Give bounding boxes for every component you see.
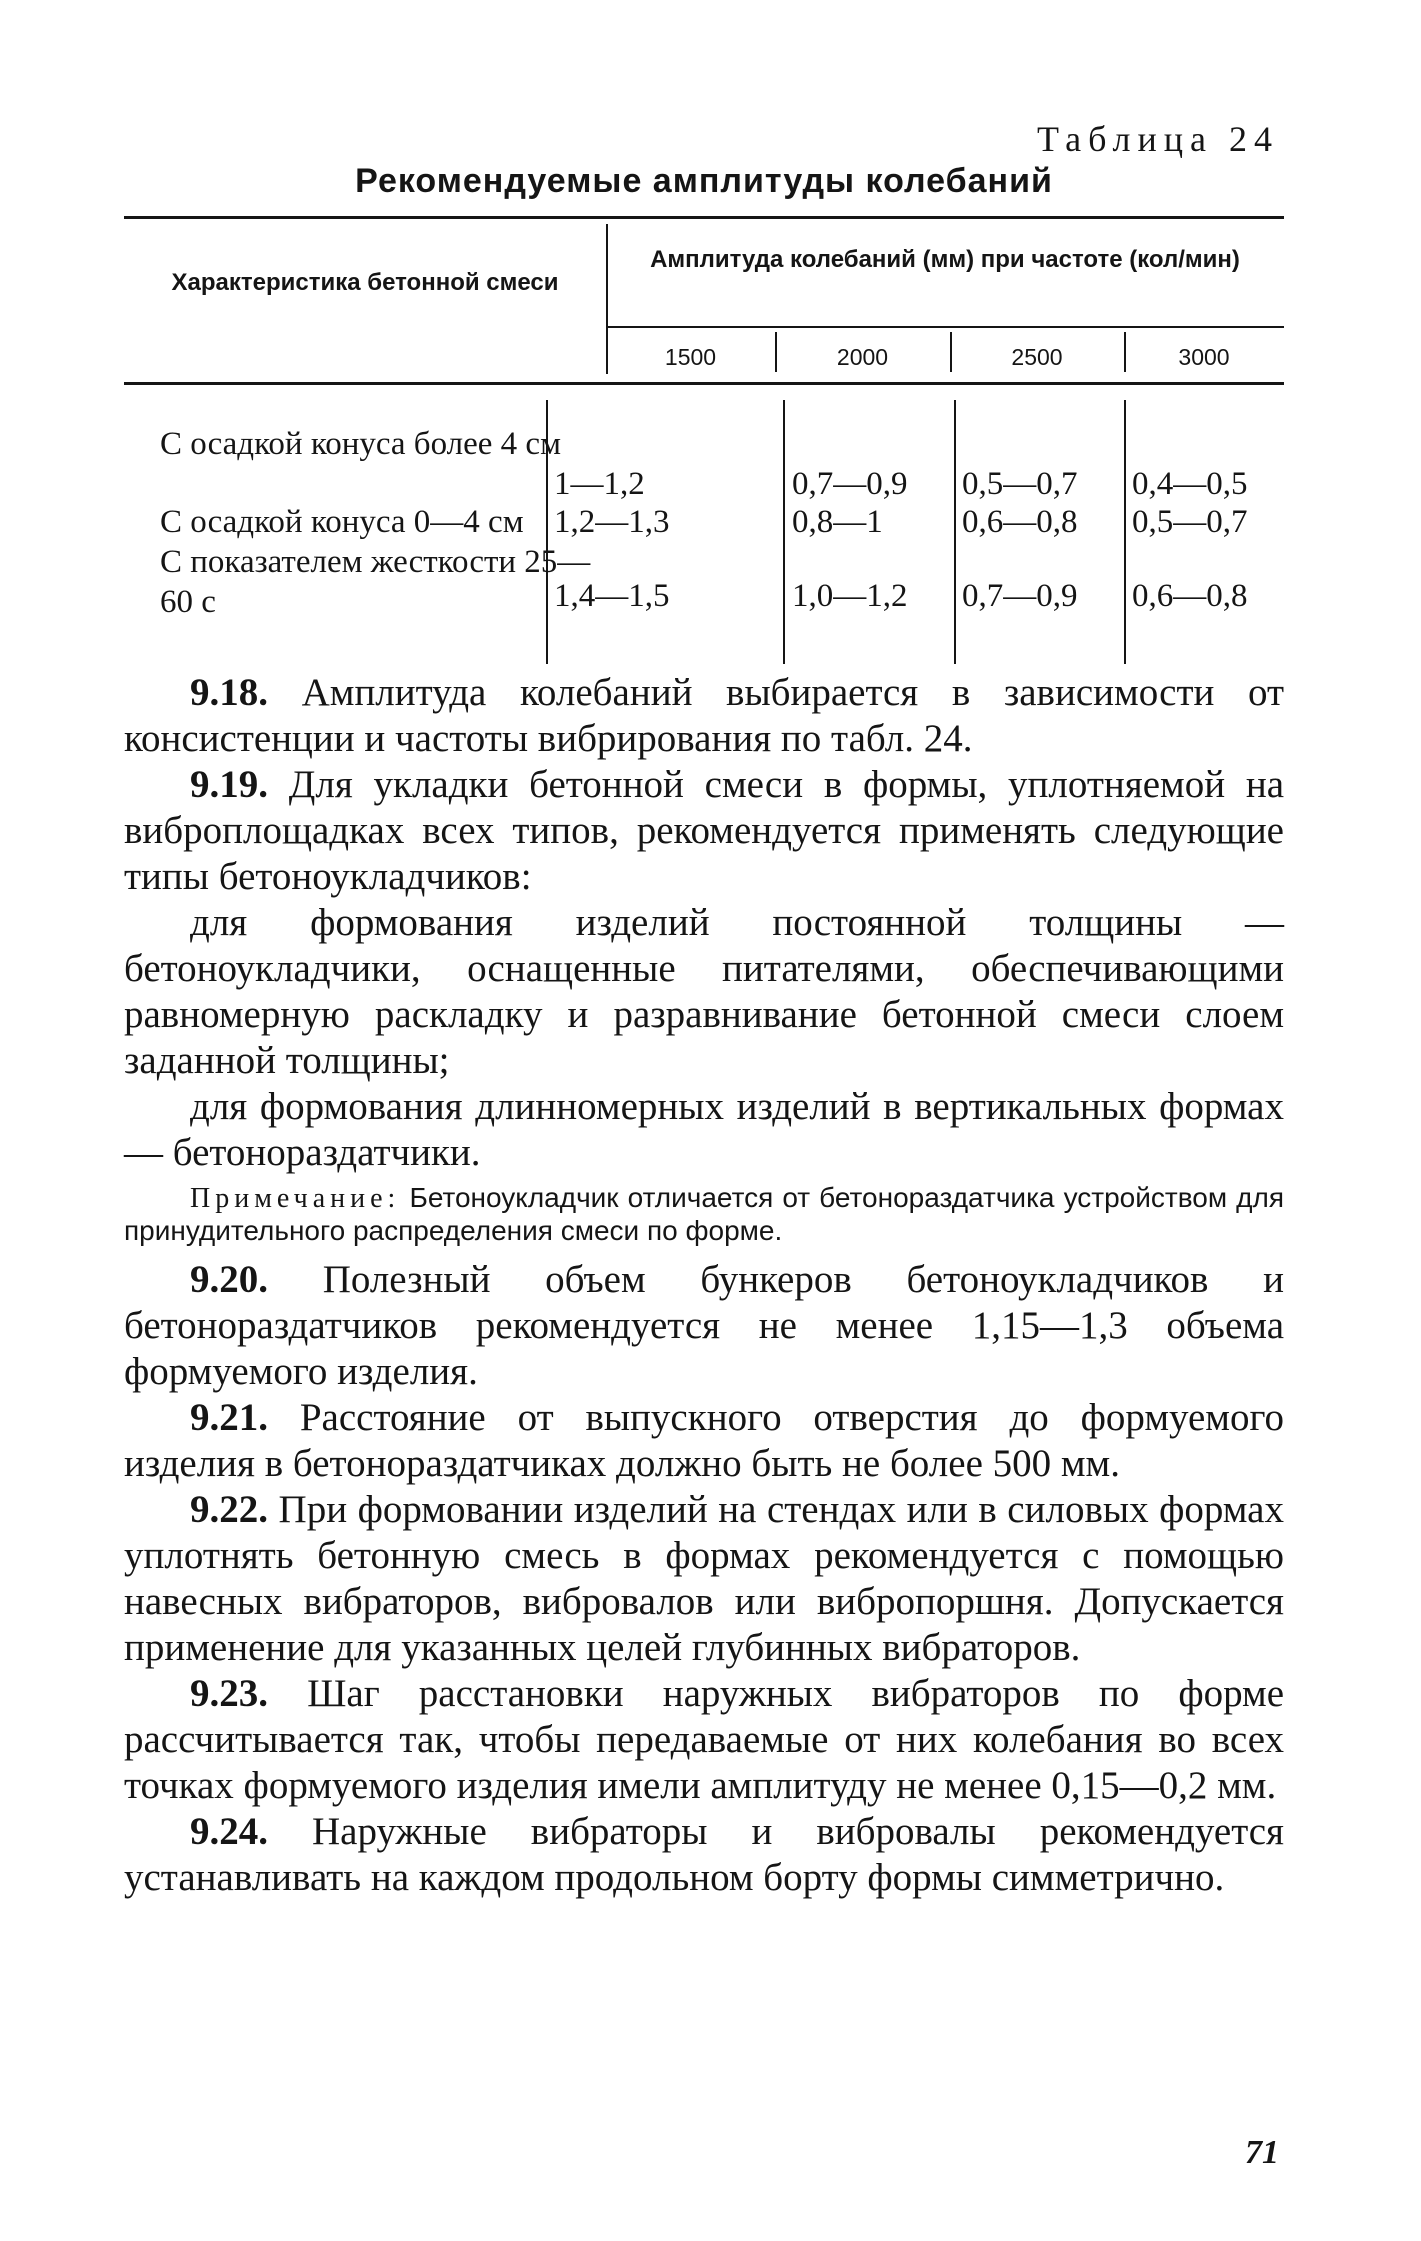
body-text (124, 670, 1284, 1901)
table-divider (954, 400, 956, 664)
clause-number: 9.21. (190, 1396, 268, 1439)
clause-number: 9.19. (190, 763, 268, 806)
paragraph (124, 670, 1284, 762)
table-cell: 1—1,2 (554, 466, 645, 502)
row-label-text: С показателем жесткости 25—60 с (160, 544, 591, 620)
paragraph (124, 1257, 1284, 1395)
paragraph (124, 1395, 1284, 1487)
table-top-rule (124, 216, 1284, 219)
table-divider (1124, 400, 1126, 664)
table-divider (783, 400, 785, 664)
frequency-header: 2500 (1011, 344, 1063, 370)
paragraph (124, 1487, 1284, 1671)
note (124, 1182, 1284, 1247)
note-text: Бетоноукладчик отличается от бетонораздатчика устройством для принудительного распределения смеси по форме. (124, 1182, 1285, 1246)
table-cell: 0,8—1 (792, 504, 883, 540)
clause-text: для формования длинномерных изделий в вертикальных формах — бетонораздатчики. (124, 1085, 1284, 1174)
note-label: Примечание: (190, 1183, 401, 1214)
table-cell: 0,7—0,9 (962, 578, 1078, 614)
row-label (124, 424, 594, 464)
paragraph (124, 1671, 1284, 1809)
clause-number: 9.23. (190, 1672, 268, 1715)
table-cell: 0,5—0,7 (1132, 504, 1248, 540)
table-cell: 1,4—1,5 (554, 578, 670, 614)
row-label (124, 542, 594, 622)
paragraph (124, 1809, 1284, 1901)
table-cell: 0,7—0,9 (792, 466, 908, 502)
paragraph (124, 762, 1284, 900)
clause-text: Для укладки бетонной смеси в формы, уплотняемой на виброплощадках всех типов, рекомендуется применять следующие типы бетоноукладчиков: (124, 763, 1285, 898)
clause-text: Расстояние от выпускного отверстия до формуемого изделия в бетонораздатчиках должно быть не более 500 мм. (124, 1396, 1284, 1485)
table-title: Рекомендуемые амплитуды колебаний (355, 162, 1053, 200)
clause-text: При формовании изделий на стендах или в силовых формах уплотнять бетонную смесь в формах рекомендуется с помощью навесных вибраторов, вибровалов или вибропоршня. Допускается применение для указанных целей глубинных вибраторов. (124, 1488, 1284, 1669)
page-number: 71 (1245, 2134, 1279, 2171)
clause-number: 9.24. (190, 1810, 268, 1853)
table-cell: 0,6—0,8 (1132, 578, 1248, 614)
row-label-text: С осадкой конуса более 4 см (160, 426, 561, 462)
paragraph (124, 900, 1284, 1084)
column-header-mix: Характеристика бетонной смеси (171, 269, 559, 296)
table-cell: 1,0—1,2 (792, 578, 908, 614)
table-cell: 0,4—0,5 (1132, 466, 1248, 502)
column-header-amplitude: Амплитуда колебаний (мм) при частоте (кол/мин) (650, 246, 1240, 273)
table-header-rule (124, 382, 1284, 385)
frequency-header: 2000 (836, 344, 889, 370)
table-cell: 1,2—1,3 (554, 504, 670, 540)
amplitude-table (124, 216, 1284, 666)
frequency-header: 3000 (1178, 344, 1230, 370)
table-subheader-rule (606, 326, 1284, 328)
clause-number: 9.18. (190, 671, 268, 714)
clause-number: 9.20. (190, 1258, 268, 1301)
table-cell: 0,6—0,8 (962, 504, 1078, 540)
paragraph (124, 1084, 1284, 1176)
table-caption: Таблица 24 (1037, 119, 1279, 159)
row-label-text: С осадкой конуса 0—4 см (160, 504, 524, 540)
clause-text: Амплитуда колебаний выбирается в зависимости от консистенции и частоты вибрирования по табл. 24. (124, 671, 1284, 760)
clause-text: Наружные вибраторы и вибровалы рекомендуется устанавливать на каждом продольном борту формы симметрично. (124, 1810, 1284, 1899)
clause-text: Полезный объем бункеров бетоноукладчиков и бетонораздатчиков рекомендуется не менее 1,15—1,3 объема формуемого изделия. (124, 1258, 1284, 1393)
table-cell: 0,5—0,7 (962, 466, 1078, 502)
row-label (124, 502, 594, 542)
clause-text: для формования изделий постоянной толщины — бетоноукладчики, оснащенные питателями, обеспечивающими равномерную раскладку и разравнивание бетонной смеси слоем заданной толщины; (124, 901, 1284, 1082)
frequency-header: 1500 (664, 344, 717, 370)
clause-text: Шаг расстановки наружных вибраторов по форме рассчитывается так, чтобы передаваемые от них колебания во всех точках формуемого изделия имели амплитуду не менее 0,15—0,2 мм. (124, 1672, 1285, 1807)
clause-number: 9.22. (190, 1488, 268, 1531)
